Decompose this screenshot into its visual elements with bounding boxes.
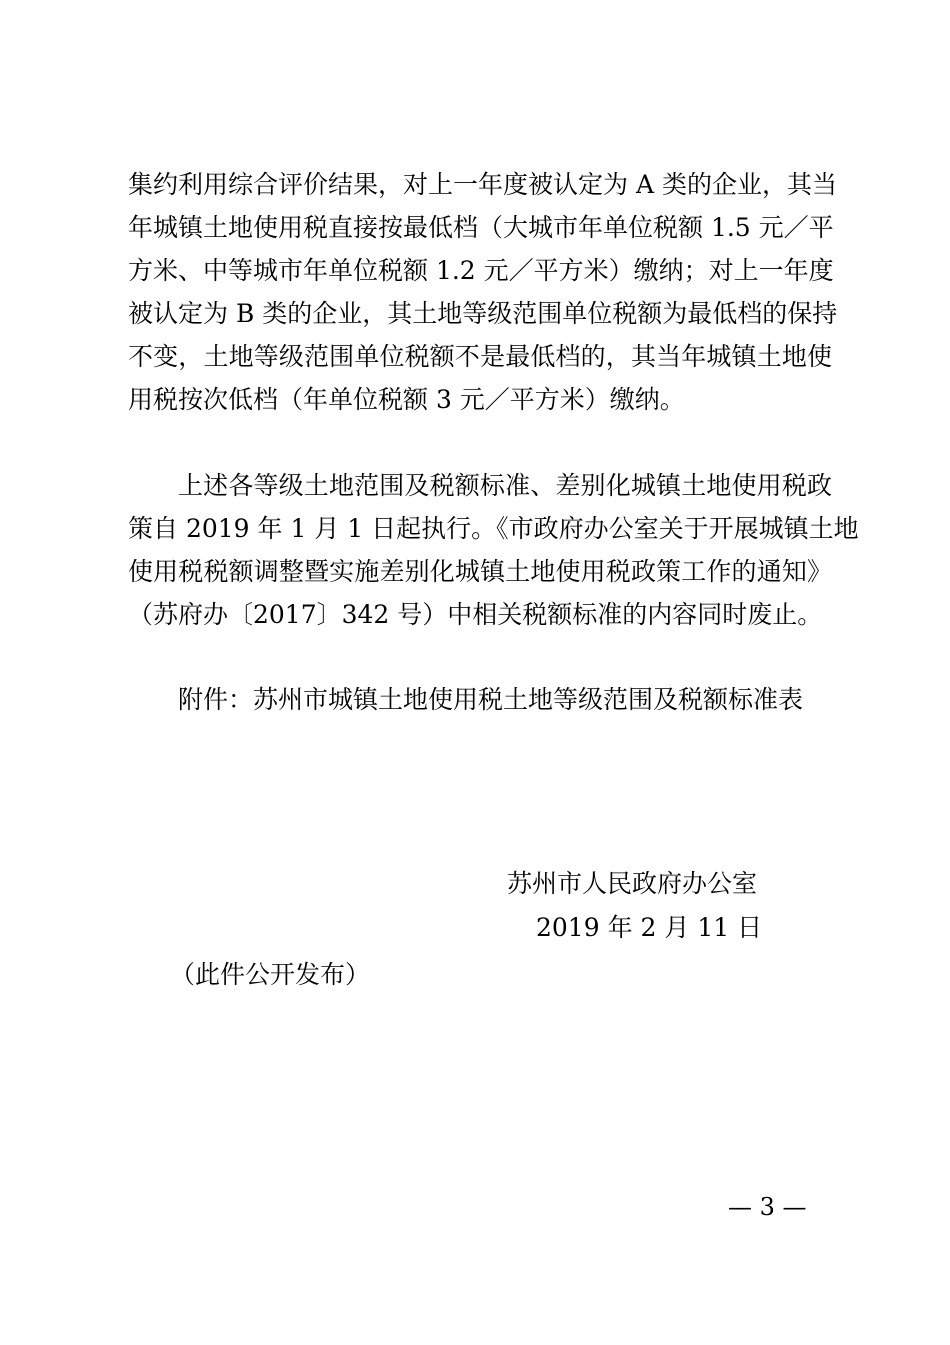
body-paragraph-2 <box>128 464 859 636</box>
issuing-authority: 苏州市人民政府办公室 <box>507 869 758 898</box>
issue-date: 2019 年 2 月 11 日 <box>536 913 763 942</box>
paragraph-line: 策自 2019 年 1 月 1 日起执行。《市政府办公室关于开展城镇土地 <box>128 514 859 543</box>
paragraph-line: 集约利用综合评价结果，对上一年度被认定为 A 类的企业，其当 <box>128 170 837 199</box>
paragraph-line: 方米、中等城市年单位税额 1.2 元／平方米）缴纳；对上一年度 <box>128 256 834 285</box>
attachment-note: 附件：苏州市城镇土地使用税土地等级范围及税额标准表 <box>178 685 804 714</box>
page-number: — 3 — <box>728 1193 807 1221</box>
paragraph-line: 不变，土地等级范围单位税额不是最低档的，其当年城镇土地使 <box>128 342 832 371</box>
paragraph-line: （苏府办〔2017〕342 号）中相关税额标准的内容同时废止。 <box>128 600 823 629</box>
paragraph-line: 使用税税额调整暨实施差别化城镇土地使用税政策工作的通知》 <box>128 557 832 586</box>
paragraph-line: 用税按次低档（年单位税额 3 元／平方米）缴纳。 <box>128 385 685 414</box>
paragraph-line: 被认定为 B 类的企业，其土地等级范围单位税额为最低档的保持 <box>128 299 838 328</box>
body-paragraph-1 <box>128 163 838 421</box>
paragraph-line: 年城镇土地使用税直接按最低档（大城市年单位税额 1.5 元／平 <box>128 213 834 242</box>
public-release-note: （此件公开发布） <box>170 960 371 989</box>
paragraph-line: 上述各等级土地范围及税额标准、差别化城镇土地使用税政 <box>178 471 832 500</box>
